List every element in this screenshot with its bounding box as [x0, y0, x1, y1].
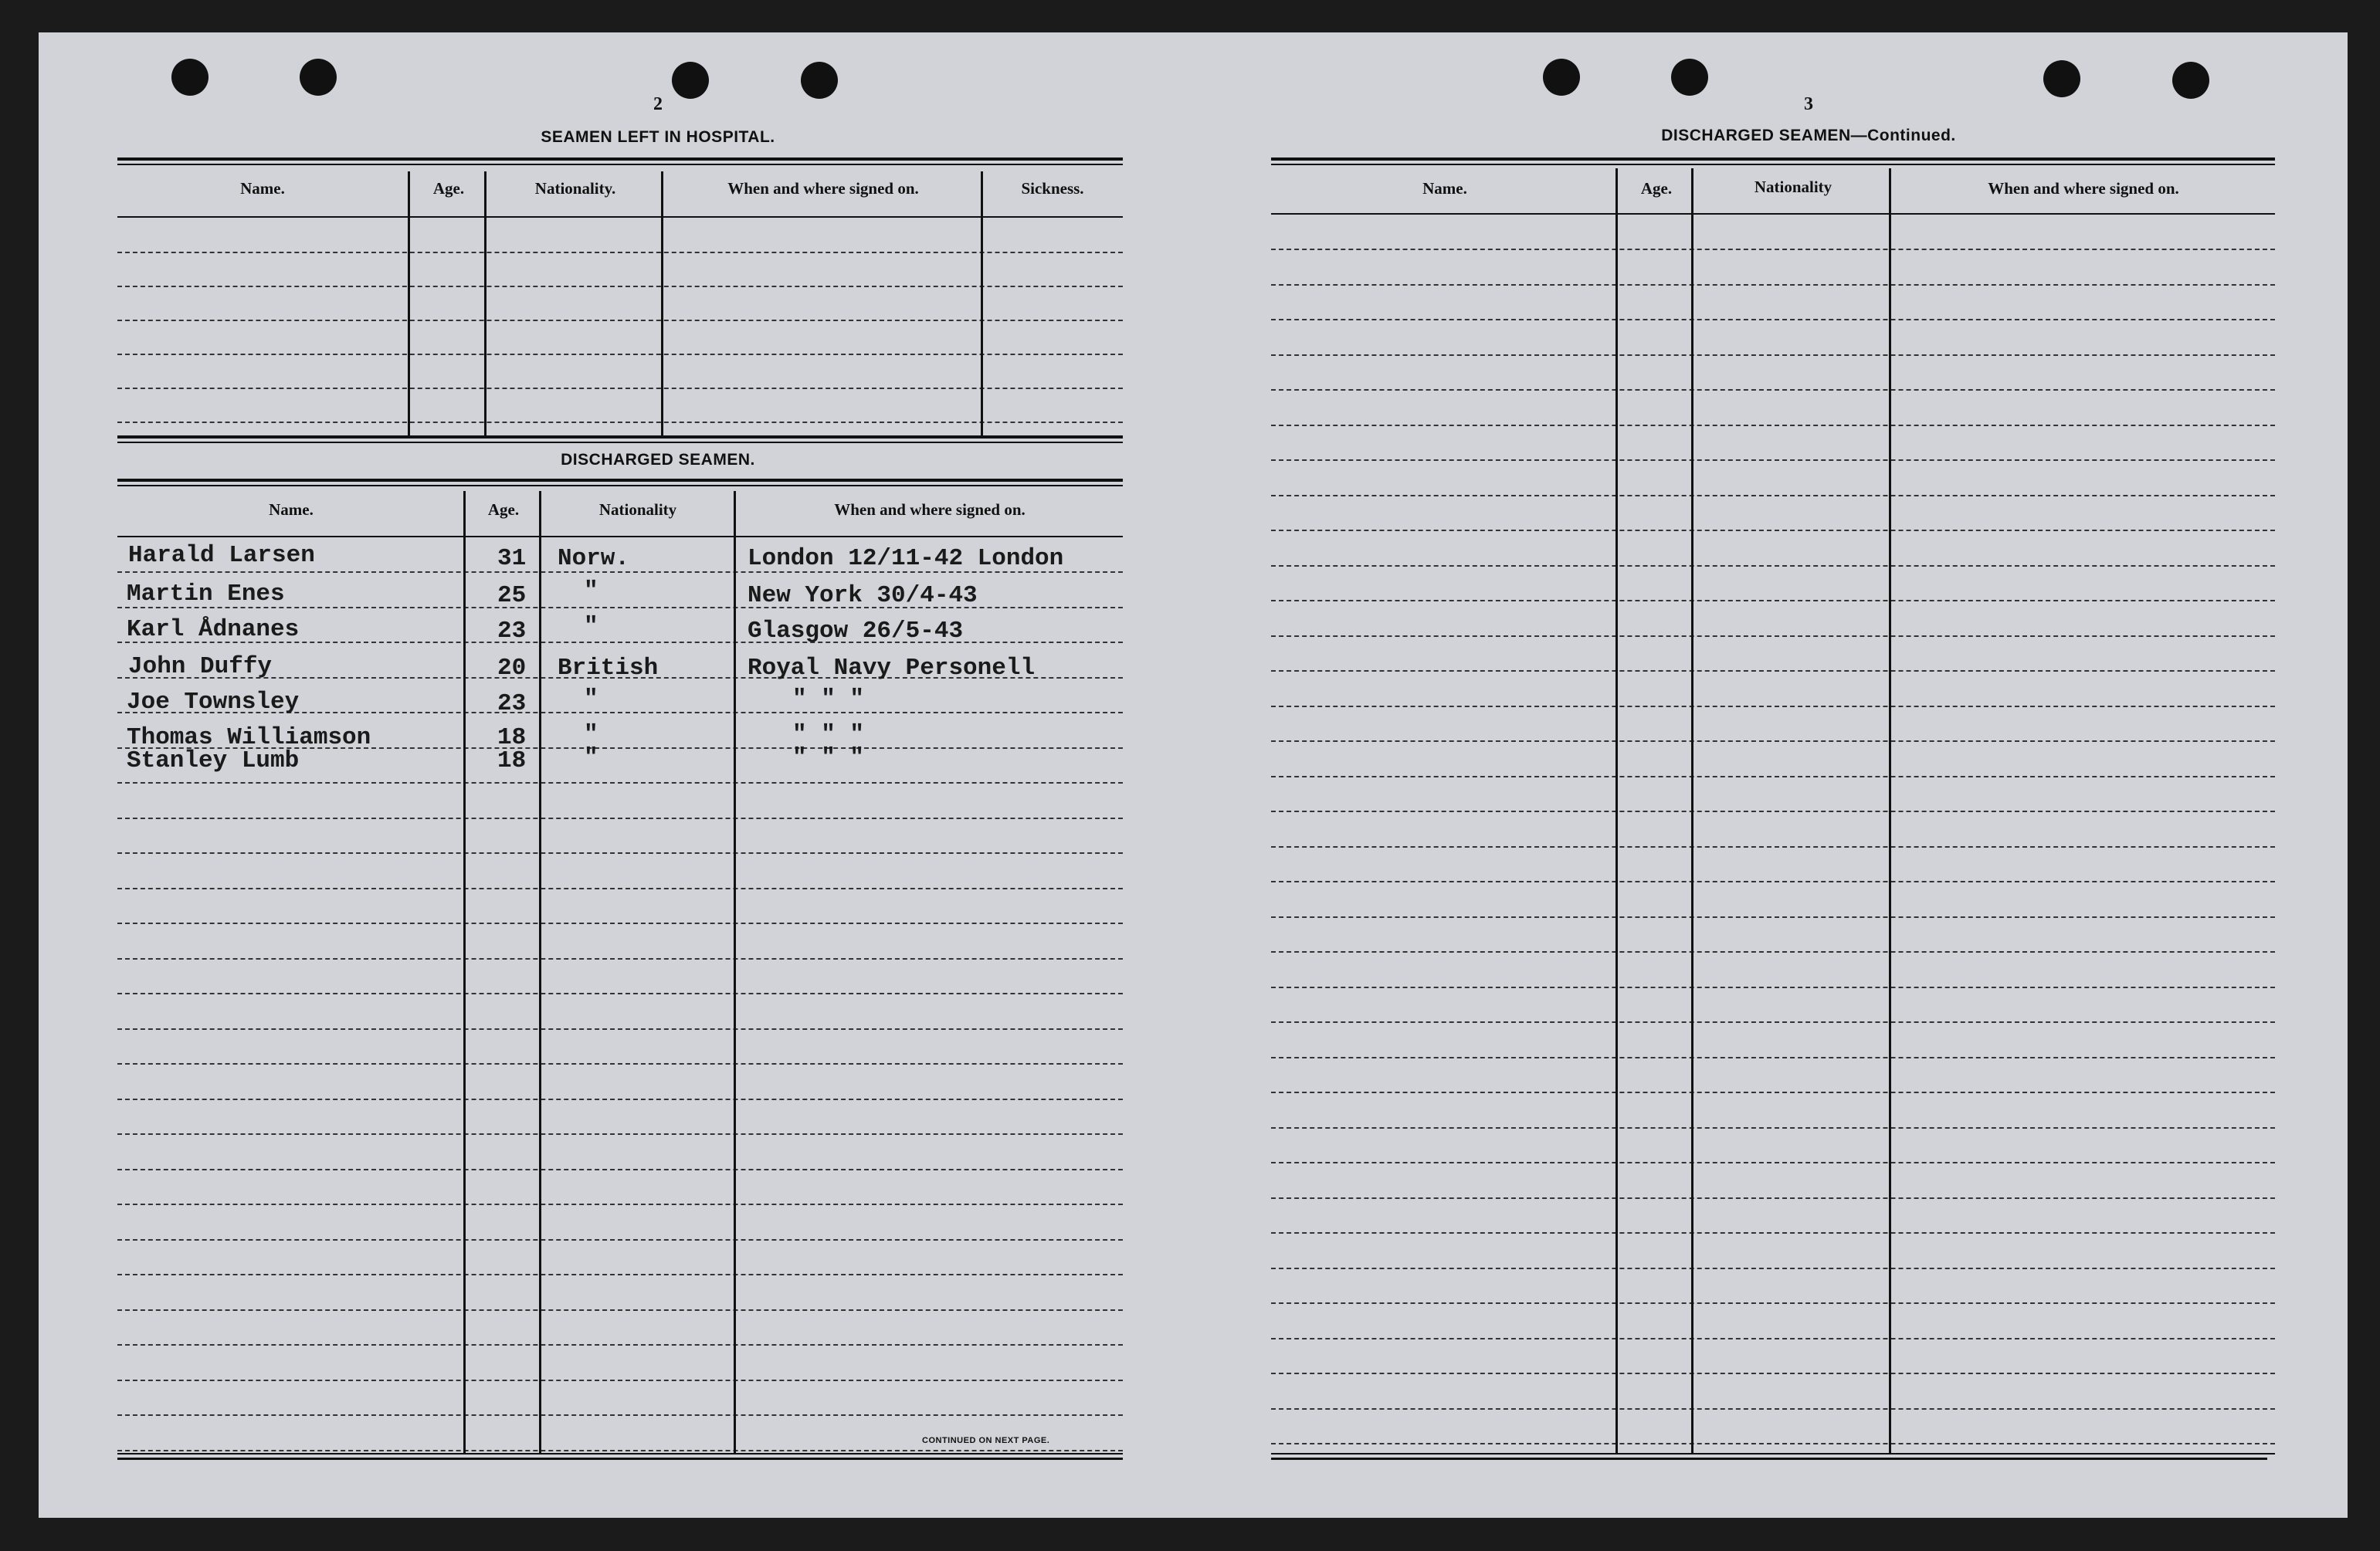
seaman-signed-on: New York 30/4-43: [748, 582, 978, 609]
seaman-age: 18: [497, 724, 527, 751]
seaman-name: Harald Larsen: [128, 542, 315, 569]
entry-line: [117, 993, 1123, 994]
entry-line: [1271, 1197, 2275, 1199]
punch-hole: [1671, 59, 1708, 96]
hospital-header-name: Name.: [240, 179, 285, 198]
entry-line: [1271, 1092, 2275, 1093]
entry-line: [1271, 249, 2275, 250]
seaman-signed-on: " " ": [792, 744, 865, 771]
entry-line: [1271, 916, 2275, 918]
entry-line: [1271, 1408, 2275, 1410]
seaman-age: 25: [497, 582, 527, 609]
punch-hole: [2172, 62, 2209, 99]
discharged-header-nationality: Nationality: [598, 500, 677, 519]
entry-line: [117, 923, 1123, 924]
punch-hole: [1543, 59, 1580, 96]
entry-line: [1271, 354, 2275, 356]
seaman-signed-on: " " ": [792, 721, 865, 748]
entry-line: [1271, 600, 2275, 601]
punch-hole: [672, 62, 709, 99]
entry-line: [117, 422, 1123, 423]
entry-line: [1271, 776, 2275, 777]
document-sheet: [39, 32, 2348, 1518]
entry-line: [1271, 1302, 2275, 1304]
seaman-age: 23: [497, 690, 527, 717]
entry-line: [1271, 1162, 2275, 1163]
right-section-title: DISCHARGED SEAMEN—Continued.: [1661, 127, 1956, 144]
seaman-age: 18: [497, 747, 527, 774]
seaman-signed-on: " " ": [792, 686, 865, 713]
seaman-age: 20: [497, 655, 527, 682]
entry-line: [117, 782, 1123, 784]
seaman-nationality: ": [584, 744, 598, 771]
seaman-signed-on: London 12/11-42 London: [748, 545, 1064, 572]
seaman-signed-on: Glasgow 26/5-43: [748, 618, 964, 645]
entry-line: [1271, 1232, 2275, 1234]
entry-line: [1271, 565, 2275, 567]
entry-line: [1271, 846, 2275, 848]
discharged-header-signed-on: When and where signed on.: [834, 500, 1026, 519]
rule: [117, 1458, 1123, 1460]
column-divider: [463, 491, 466, 1454]
entry-line: [117, 1380, 1123, 1381]
right-header-age: Age.: [1640, 179, 1673, 198]
rule: [1271, 1458, 2267, 1460]
seaman-nationality: ": [584, 721, 598, 748]
entry-line: [1271, 881, 2275, 882]
column-divider: [661, 171, 663, 435]
page-number-left: 2: [653, 94, 663, 114]
discharged-section-title: DISCHARGED SEAMEN.: [561, 451, 755, 469]
page-number-right: 3: [1804, 94, 1813, 114]
rule: [117, 435, 1123, 439]
entry-line: [117, 1450, 1123, 1451]
hospital-header-signed-on: When and where signed on.: [727, 179, 919, 198]
seaman-name: Thomas Williamson: [127, 724, 371, 751]
discharged-header-age: Age.: [487, 500, 520, 519]
entry-line: [1271, 951, 2275, 953]
entry-line: [1271, 389, 2275, 391]
punch-hole: [171, 59, 209, 96]
column-divider: [539, 491, 541, 1454]
right-header-name: Name.: [1422, 179, 1467, 198]
column-divider: [981, 171, 983, 435]
seaman-nationality: ": [584, 577, 598, 604]
seaman-age: 23: [497, 618, 527, 645]
column-divider: [1889, 168, 1891, 1454]
entry-line: [1271, 1127, 2275, 1129]
entry-line: [1271, 811, 2275, 812]
column-divider: [1691, 168, 1693, 1454]
rule: [117, 216, 1123, 218]
entry-line: [1271, 530, 2275, 531]
entry-line: [117, 1239, 1123, 1241]
seaman-signed-on: Royal Navy Personell: [748, 655, 1036, 682]
rule: [117, 479, 1123, 482]
seaman-name: John Duffy: [128, 653, 273, 680]
entry-line: [117, 1204, 1123, 1205]
entry-line: [117, 888, 1123, 889]
entry-line: [1271, 1268, 2275, 1269]
rule: [1271, 157, 2275, 161]
column-divider: [484, 171, 487, 435]
entry-line: [1271, 740, 2275, 742]
entry-line: [117, 1063, 1123, 1065]
entry-line: [1271, 1021, 2275, 1023]
hospital-header-sickness: Sickness.: [1021, 179, 1084, 198]
right-header-signed-on: When and where signed on.: [1988, 179, 2179, 198]
entry-line: [1271, 706, 2275, 707]
entry-line: [117, 1133, 1123, 1135]
entry-line: [117, 1028, 1123, 1030]
right-header-nationality: Nationality: [1754, 178, 1832, 196]
seaman-name: Karl Ådnanes: [127, 616, 300, 643]
entry-line: [117, 252, 1123, 253]
entry-line: [117, 852, 1123, 854]
column-divider: [408, 171, 410, 435]
entry-line: [117, 958, 1123, 960]
entry-line: [117, 286, 1123, 287]
entry-line: [117, 354, 1123, 355]
hospital-section-title: SEAMEN LEFT IN HOSPITAL.: [541, 128, 775, 146]
seaman-name: Stanley Lumb: [127, 747, 300, 774]
entry-line: [117, 1169, 1123, 1170]
entry-line: [117, 388, 1123, 389]
entry-line: [117, 1344, 1123, 1346]
entry-line: [117, 818, 1123, 819]
entry-line: [1271, 284, 2275, 286]
entry-line: [1271, 1373, 2275, 1374]
entry-line: [117, 1414, 1123, 1416]
entry-line: [1271, 459, 2275, 461]
punch-hole: [300, 59, 337, 96]
seaman-age: 31: [497, 545, 527, 572]
seaman-name: Joe Townsley: [127, 689, 300, 716]
column-divider: [1615, 168, 1618, 1454]
rule: [117, 485, 1123, 486]
seaman-nationality: ": [584, 613, 598, 640]
rule: [117, 157, 1123, 161]
rule: [1271, 213, 2275, 215]
seaman-name: Martin Enes: [127, 581, 285, 608]
entry-line: [117, 1309, 1123, 1311]
entry-line: [1271, 635, 2275, 637]
rule: [117, 536, 1123, 537]
hospital-header-age: Age.: [432, 179, 465, 198]
entry-line: [117, 1099, 1123, 1100]
rule: [117, 1453, 1123, 1454]
rule: [1271, 1453, 2275, 1454]
entry-line: [1271, 425, 2275, 426]
entry-line: [117, 320, 1123, 321]
entry-line: [1271, 319, 2275, 320]
entry-line: [1271, 495, 2275, 496]
punch-hole: [2043, 60, 2080, 97]
seaman-nationality: ": [584, 686, 598, 713]
entry-line: [1271, 1338, 2275, 1339]
column-divider: [734, 491, 736, 1454]
entry-line: [117, 1274, 1123, 1275]
rule: [117, 164, 1123, 165]
entry-line: [1271, 1443, 2275, 1444]
punch-hole: [801, 62, 838, 99]
discharged-header-name: Name.: [269, 500, 314, 519]
rule: [1271, 164, 2275, 165]
rule: [117, 442, 1123, 443]
continued-note: CONTINUED ON NEXT PAGE.: [922, 1436, 1050, 1445]
entry-line: [1271, 670, 2275, 672]
hospital-header-nationality: Nationality.: [534, 179, 616, 198]
entry-line: [1271, 1057, 2275, 1058]
seaman-nationality: British: [558, 655, 659, 682]
entry-line: [1271, 987, 2275, 988]
seaman-nationality: Norw.: [558, 545, 630, 572]
